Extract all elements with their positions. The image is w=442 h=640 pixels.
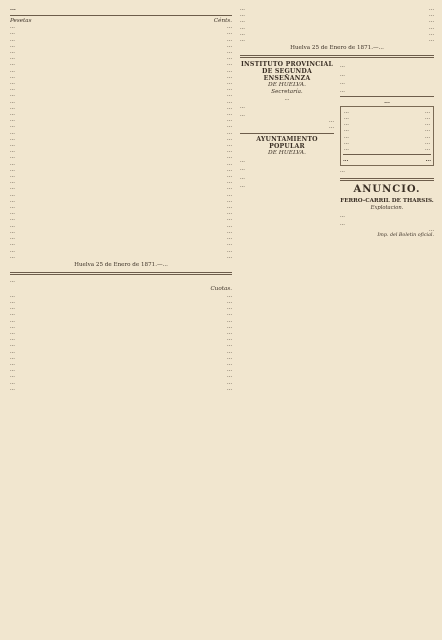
divider — [240, 133, 334, 134]
row-amount: ... — [227, 228, 232, 235]
row-amount: ... — [227, 111, 232, 118]
row-amount: ... — [227, 373, 232, 380]
row-name: ... — [10, 49, 15, 55]
row-amount: ... — [227, 235, 232, 242]
anuncio-subheading-2: Explotacion. — [370, 204, 404, 211]
row-amount: ... — [227, 379, 232, 386]
instituto-title-2: DE SEGUNDA ENSEÑANZA — [262, 68, 312, 83]
row-name: ... — [10, 148, 15, 155]
row-name: ... — [10, 92, 15, 99]
right-top-lines — [240, 6, 434, 43]
row-name: ... — [10, 30, 15, 37]
price-value: ... — [425, 114, 430, 121]
row-amount: ... — [227, 98, 232, 105]
price-value: ... — [425, 133, 430, 140]
row-name: ... — [10, 235, 15, 242]
price-value: ... — [425, 121, 430, 128]
ayuntamiento-title-1: AYUNTAMIENTO POPULAR — [256, 135, 318, 150]
row-name: ... — [10, 342, 15, 349]
row-name: ... — [10, 299, 15, 305]
list2-intro: ... — [10, 278, 15, 284]
row-name: ... — [10, 111, 15, 118]
row-amount: ... — [227, 129, 232, 136]
row-name: ... — [10, 166, 15, 173]
row-amount: ... — [227, 336, 232, 343]
row-amount: ... — [227, 92, 232, 99]
row-amount: ... — [227, 73, 232, 80]
ayuntamiento-title-2: DE HUELVA. — [268, 149, 306, 156]
top-left-title: ... — [10, 6, 16, 12]
row-amount: ... — [227, 311, 232, 318]
row-name: ... — [10, 154, 15, 161]
instituto-paragraphs — [240, 104, 334, 118]
row-amount: ... — [227, 179, 232, 186]
row-amount: ... — [227, 36, 232, 43]
left-column — [10, 6, 232, 634]
instituto-subtitle: Secretaría. — [271, 88, 303, 95]
paragraph: ... — [340, 63, 345, 70]
row-amount: ... — [227, 160, 232, 167]
row-name: ... — [10, 204, 15, 211]
row-amount: ... — [227, 210, 232, 217]
row-amount: ... — [227, 49, 232, 55]
row-amount: ... — [227, 135, 232, 142]
row-amount: ... — [227, 166, 232, 173]
prices-note: ... — [340, 168, 345, 175]
row-amount: ... — [227, 342, 232, 349]
instituto-title-1: INSTITUTO PROVINCIAL — [240, 61, 334, 69]
list2-header — [10, 286, 232, 293]
row-amount: ... — [227, 24, 232, 31]
row-name: ... — [10, 42, 15, 49]
row-name: ... — [10, 86, 15, 93]
ayuntamiento-paragraphs — [240, 158, 334, 189]
row-amount: ... — [227, 154, 232, 161]
list1-header-unit: Cénts. — [213, 17, 232, 24]
row-amount: ... — [227, 299, 232, 305]
row-name: ... — [10, 379, 15, 386]
row-name: ... — [10, 385, 15, 392]
double-divider — [240, 55, 434, 59]
market-text — [340, 63, 434, 94]
list-item-text: ... — [240, 18, 245, 25]
anuncio-subheading: FERRO-CARRIL DE THARSIS. — [340, 198, 434, 205]
row-name: ... — [10, 354, 15, 361]
list-item-amount: ... — [429, 24, 434, 31]
paragraph: ... — [340, 221, 345, 228]
right-subcol-right — [340, 61, 434, 239]
row-name: ... — [10, 135, 15, 142]
table-row — [343, 146, 431, 152]
row-amount: ... — [227, 197, 232, 204]
list-item-text: ... — [240, 30, 245, 37]
row-name: ... — [10, 104, 15, 111]
columns — [10, 6, 434, 634]
row-name: ... — [10, 305, 15, 312]
anuncio-heading: ANUNCIO. — [353, 184, 421, 196]
row-amount: ... — [227, 117, 232, 124]
row-name: ... — [10, 292, 15, 299]
row-amount: ... — [227, 42, 232, 49]
row-amount: ... — [227, 61, 232, 68]
row-name: ... — [10, 361, 15, 368]
right-two-columns — [240, 61, 434, 239]
row-name: ... — [10, 73, 15, 80]
anuncio-signature: ... — [429, 227, 434, 234]
row-amount: ... — [227, 30, 232, 37]
row-name: ... — [10, 317, 15, 324]
paragraph: ... — [240, 174, 245, 181]
row-amount: ... — [227, 204, 232, 211]
row-name: ... — [10, 55, 15, 62]
row-amount: ... — [227, 67, 232, 74]
paragraph: ... — [240, 103, 245, 110]
divider — [10, 15, 232, 16]
row-name: ... — [10, 373, 15, 380]
list-item-amount: ... — [429, 30, 434, 37]
row-amount: ... — [227, 104, 232, 111]
prices-total-value: ... — [425, 157, 431, 164]
table-row — [10, 254, 232, 260]
row-amount: ... — [227, 385, 232, 392]
list-item-text: ... — [240, 24, 245, 31]
paragraph: ... — [240, 182, 245, 189]
row-name: ... — [10, 129, 15, 136]
right-subcol-left — [240, 61, 334, 239]
list1-date-line: Huelva 25 de Enero de 1871.—... — [74, 261, 168, 268]
paragraph: ... — [340, 79, 345, 86]
row-name: ... — [10, 247, 15, 254]
row-amount: ... — [227, 317, 232, 324]
prices-table — [343, 109, 431, 152]
price-value: ... — [425, 127, 430, 134]
row-amount: ... — [227, 253, 232, 260]
row-name: ... — [10, 98, 15, 105]
list1-header — [10, 18, 232, 25]
row-name: ... — [10, 173, 15, 180]
instituto-signature: ... — [329, 124, 334, 131]
list-item-amount: ... — [429, 18, 434, 25]
prices-total-label: ... — [343, 157, 349, 164]
row-amount: ... — [227, 55, 232, 62]
prices-box — [340, 106, 434, 167]
price-item: ... — [344, 127, 349, 134]
list1-header-label: Pesetas — [10, 17, 32, 24]
list2-header-label: Cuotas. — [210, 286, 232, 293]
list-item-amount: ... — [429, 12, 434, 19]
paragraph: ... — [340, 71, 345, 78]
prices-title: ... — [384, 99, 390, 106]
row-amount: ... — [227, 247, 232, 254]
row-amount: ... — [227, 142, 232, 149]
row-name: ... — [10, 348, 15, 355]
list2 — [10, 293, 232, 392]
row-amount: ... — [227, 292, 232, 299]
right-column — [240, 6, 434, 634]
row-name: ... — [10, 323, 15, 330]
row-name: ... — [10, 179, 15, 186]
row-amount: ... — [227, 241, 232, 248]
row-name: ... — [10, 67, 15, 74]
row-name: ... — [10, 241, 15, 248]
row-amount: ... — [227, 222, 232, 229]
row-name: ... — [10, 336, 15, 343]
list-item — [240, 37, 434, 43]
row-amount: ... — [227, 86, 232, 93]
row-name: ... — [10, 191, 15, 198]
row-amount: ... — [227, 348, 232, 355]
row-amount: ... — [227, 361, 232, 368]
row-amount: ... — [227, 191, 232, 198]
row-name: ... — [10, 185, 15, 192]
row-amount: ... — [227, 354, 232, 361]
paragraph: ... — [240, 166, 245, 173]
row-name: ... — [10, 36, 15, 43]
prices-total-row — [343, 157, 431, 163]
row-amount: ... — [227, 330, 232, 337]
list1 — [10, 24, 232, 260]
divider — [343, 154, 431, 155]
row-name: ... — [10, 117, 15, 124]
row-name: ... — [10, 311, 15, 318]
double-divider — [10, 272, 232, 276]
row-name: ... — [10, 142, 15, 149]
list2-header-spacer — [10, 286, 196, 293]
row-name: ... — [10, 216, 15, 223]
row-amount: ... — [227, 323, 232, 330]
paragraph: ... — [240, 111, 245, 118]
row-name: ... — [10, 253, 15, 260]
list-item-text: ... — [240, 12, 245, 19]
paragraph: ... — [340, 87, 345, 94]
row-name: ... — [10, 160, 15, 167]
row-name: ... — [10, 210, 15, 217]
row-name: ... — [10, 330, 15, 337]
price-value: ... — [425, 108, 430, 115]
instituto-title-3: DE HUELVA. — [268, 82, 306, 89]
price-item: ... — [344, 133, 349, 140]
row-amount: ... — [227, 185, 232, 192]
row-name: ... — [10, 197, 15, 204]
row-amount: ... — [227, 173, 232, 180]
row-name: ... — [10, 61, 15, 68]
row-name: ... — [10, 367, 15, 374]
table-row — [10, 386, 232, 392]
list-item-amount: ... — [429, 6, 434, 12]
instituto-date: ... — [329, 118, 334, 125]
row-name: ... — [10, 222, 15, 229]
price-item: ... — [344, 114, 349, 121]
divider — [340, 96, 434, 97]
anuncio-paragraphs — [340, 213, 434, 227]
list-item-amount: ... — [429, 37, 434, 44]
row-amount: ... — [227, 80, 232, 87]
list-item-text: ... — [240, 6, 245, 12]
price-item: ... — [344, 108, 349, 115]
row-name: ... — [10, 123, 15, 130]
row-amount: ... — [227, 367, 232, 374]
right-top-date: Huelva 25 de Enero de 1871.—... — [290, 45, 384, 52]
price-item: ... — [344, 145, 349, 152]
list-item-text: ... — [240, 37, 245, 44]
price-value: ... — [425, 139, 430, 146]
paragraph: ... — [340, 212, 345, 219]
row-amount: ... — [227, 216, 232, 223]
paragraph: ... — [240, 158, 245, 165]
footer-note: Imp. del Boletin oficial. — [377, 233, 434, 239]
row-name: ... — [10, 24, 15, 31]
row-amount: ... — [227, 123, 232, 130]
row-name: ... — [10, 80, 15, 87]
row-amount: ... — [227, 148, 232, 155]
row-amount: ... — [227, 305, 232, 312]
price-item: ... — [344, 139, 349, 146]
price-value: ... — [425, 145, 430, 152]
double-divider — [340, 178, 434, 182]
row-name: ... — [10, 228, 15, 235]
instituto-number: ... — [284, 95, 290, 102]
price-item: ... — [344, 121, 349, 128]
